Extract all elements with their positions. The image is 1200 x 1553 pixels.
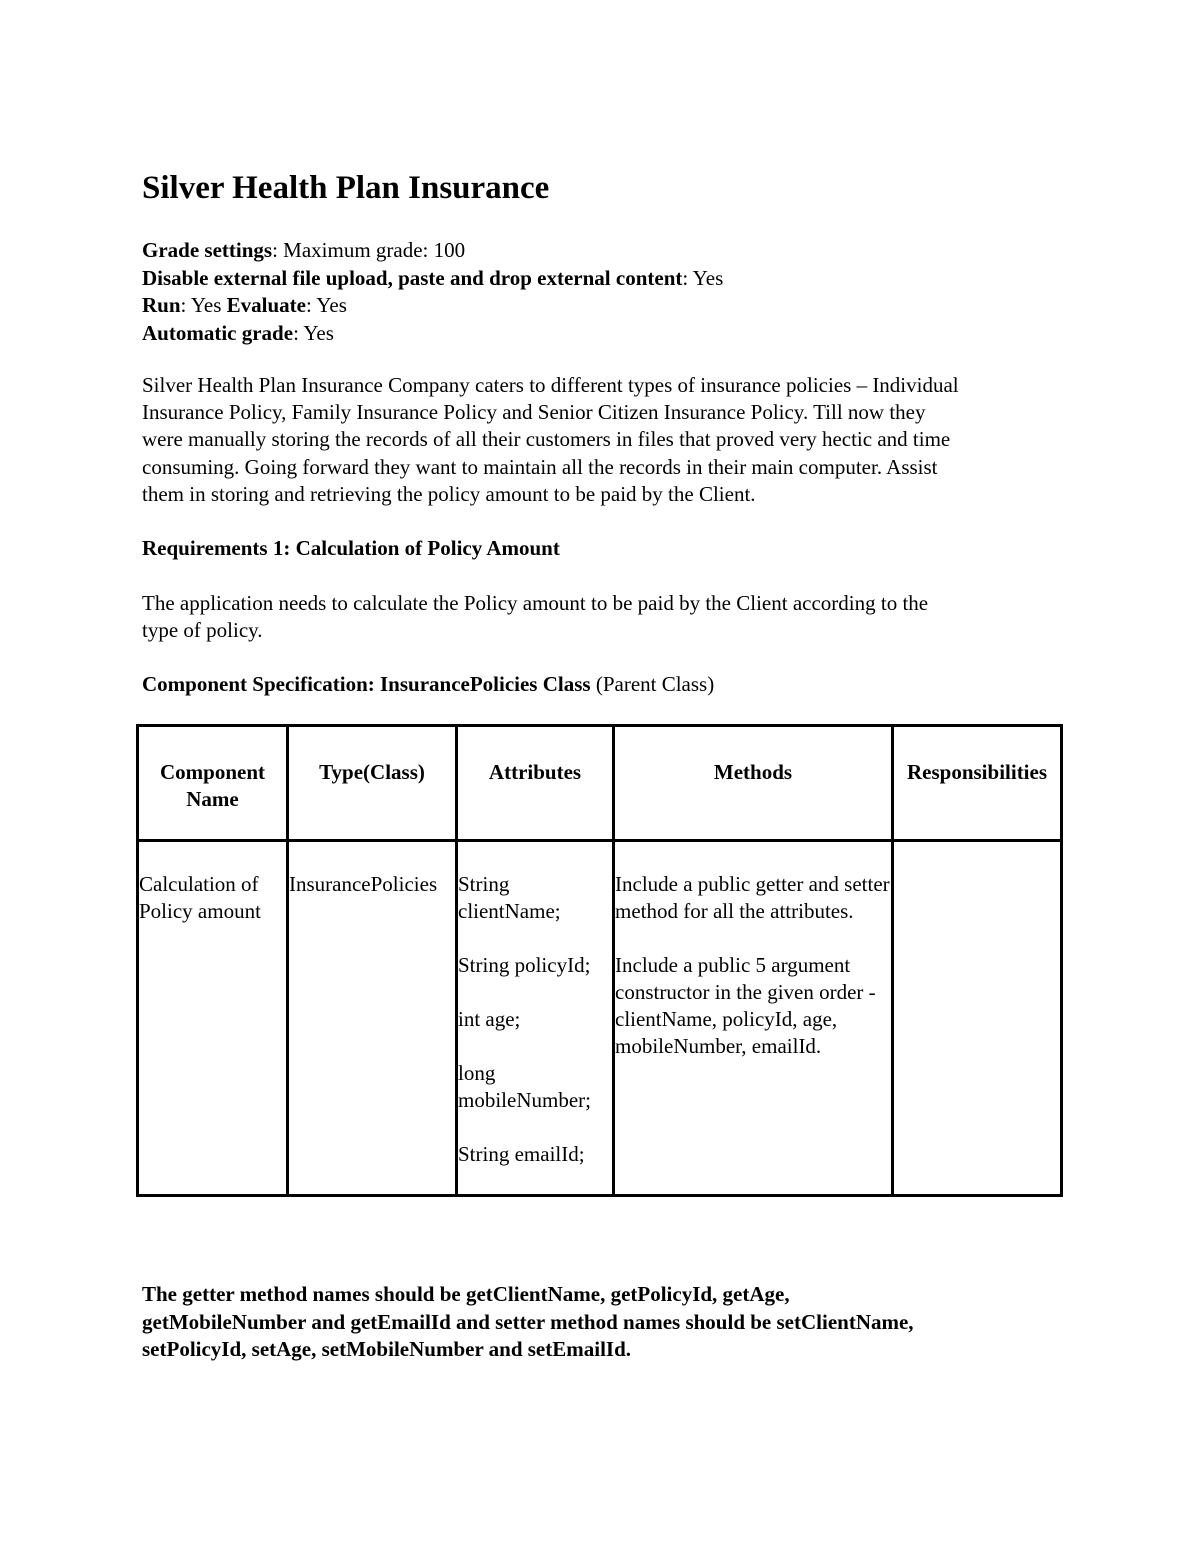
table-row xyxy=(138,841,1062,1196)
requirement-body xyxy=(142,590,928,644)
cell-component-name: Calculation of Policy amount xyxy=(138,841,288,1196)
spec-heading-rest: (Parent Class) xyxy=(590,672,715,696)
spec-heading-bold: Component Specification: InsurancePolicies Class xyxy=(142,672,591,696)
intro-line: Insurance Policy, Family Insurance Policy and Senior Citizen Insurance Policy. Till now they xyxy=(142,400,926,425)
method-item: Include a public 5 argument constructor in the given order - clientName, policyId, age, mobileNumber, emailId. xyxy=(615,953,876,1058)
component-spec-table xyxy=(136,724,1063,1197)
grade-settings-value: : Maximum grade: 100 xyxy=(272,238,466,262)
note-line: The getter method names should be getClientName, getPolicyId, getAge, xyxy=(142,1282,790,1306)
run-label: Run xyxy=(142,293,181,317)
cell-responsibilities xyxy=(893,841,1062,1196)
note-line: setPolicyId, setAge, setMobileNumber and setEmailId. xyxy=(142,1337,631,1361)
automatic-grade-label: Automatic grade xyxy=(142,320,294,345)
intro-line: them in storing and retrieving the policy amount to be paid by the Client. xyxy=(142,481,756,506)
cell-type: InsurancePolicies xyxy=(288,841,457,1196)
page-title: Silver Health Plan Insurance xyxy=(142,170,550,206)
spec-heading xyxy=(142,672,714,697)
requirement-line: The application needs to calculate the Policy amount to be paid by the Client according to the xyxy=(142,591,929,615)
attribute-item: int age; xyxy=(458,1007,521,1031)
settings-block xyxy=(142,237,723,347)
cell-attributes xyxy=(457,841,614,1196)
intro-line: were manually storing the records of all their customers in files that proved very hectic and time xyxy=(142,427,951,452)
requirement-line: type of policy. xyxy=(142,618,263,643)
automatic-grade-value: : Yes xyxy=(293,320,334,345)
evaluate-value: : Yes xyxy=(306,293,347,317)
disable-upload-label: Disable external file upload, paste and drop external content xyxy=(142,265,683,290)
disable-upload-line xyxy=(142,265,723,293)
disable-upload-value: : Yes xyxy=(682,265,724,290)
header-methods: Methods xyxy=(614,726,893,841)
intro-paragraph xyxy=(142,372,1072,508)
getter-setter-note xyxy=(142,1281,1072,1364)
header-type: Type(Class) xyxy=(288,726,457,841)
evaluate-label: Evaluate xyxy=(226,293,306,317)
table-header-row xyxy=(138,726,1062,841)
requirement-heading: Requirements 1: Calculation of Policy Amount xyxy=(142,536,560,560)
method-item: Include a public getter and setter method for all the attributes. xyxy=(615,872,890,923)
attribute-item: String policyId; xyxy=(458,953,591,977)
automatic-grade-line xyxy=(142,320,723,348)
intro-line: consuming. Going forward they want to maintain all the records in their main computer. Assist xyxy=(142,454,938,479)
grade-settings-label: Grade settings xyxy=(142,238,273,262)
note-line: getMobileNumber and getEmailId and setter method names should be setClientName, xyxy=(142,1309,914,1334)
header-attributes: Attributes xyxy=(457,726,614,841)
attribute-item: String clientName; xyxy=(458,872,561,923)
attribute-item: long mobileNumber; xyxy=(458,1061,591,1112)
header-responsibilities: Responsibilities xyxy=(893,726,1062,841)
intro-line: Silver Health Plan Insurance Company caters to different types of insurance policies – Individual xyxy=(142,373,959,397)
run-evaluate-line xyxy=(142,292,723,320)
cell-methods xyxy=(614,841,893,1196)
grade-settings-line xyxy=(142,237,723,265)
header-component-name: Component Name xyxy=(138,726,288,841)
attribute-item: String emailId; xyxy=(458,1142,585,1166)
run-value: : Yes xyxy=(180,293,227,317)
